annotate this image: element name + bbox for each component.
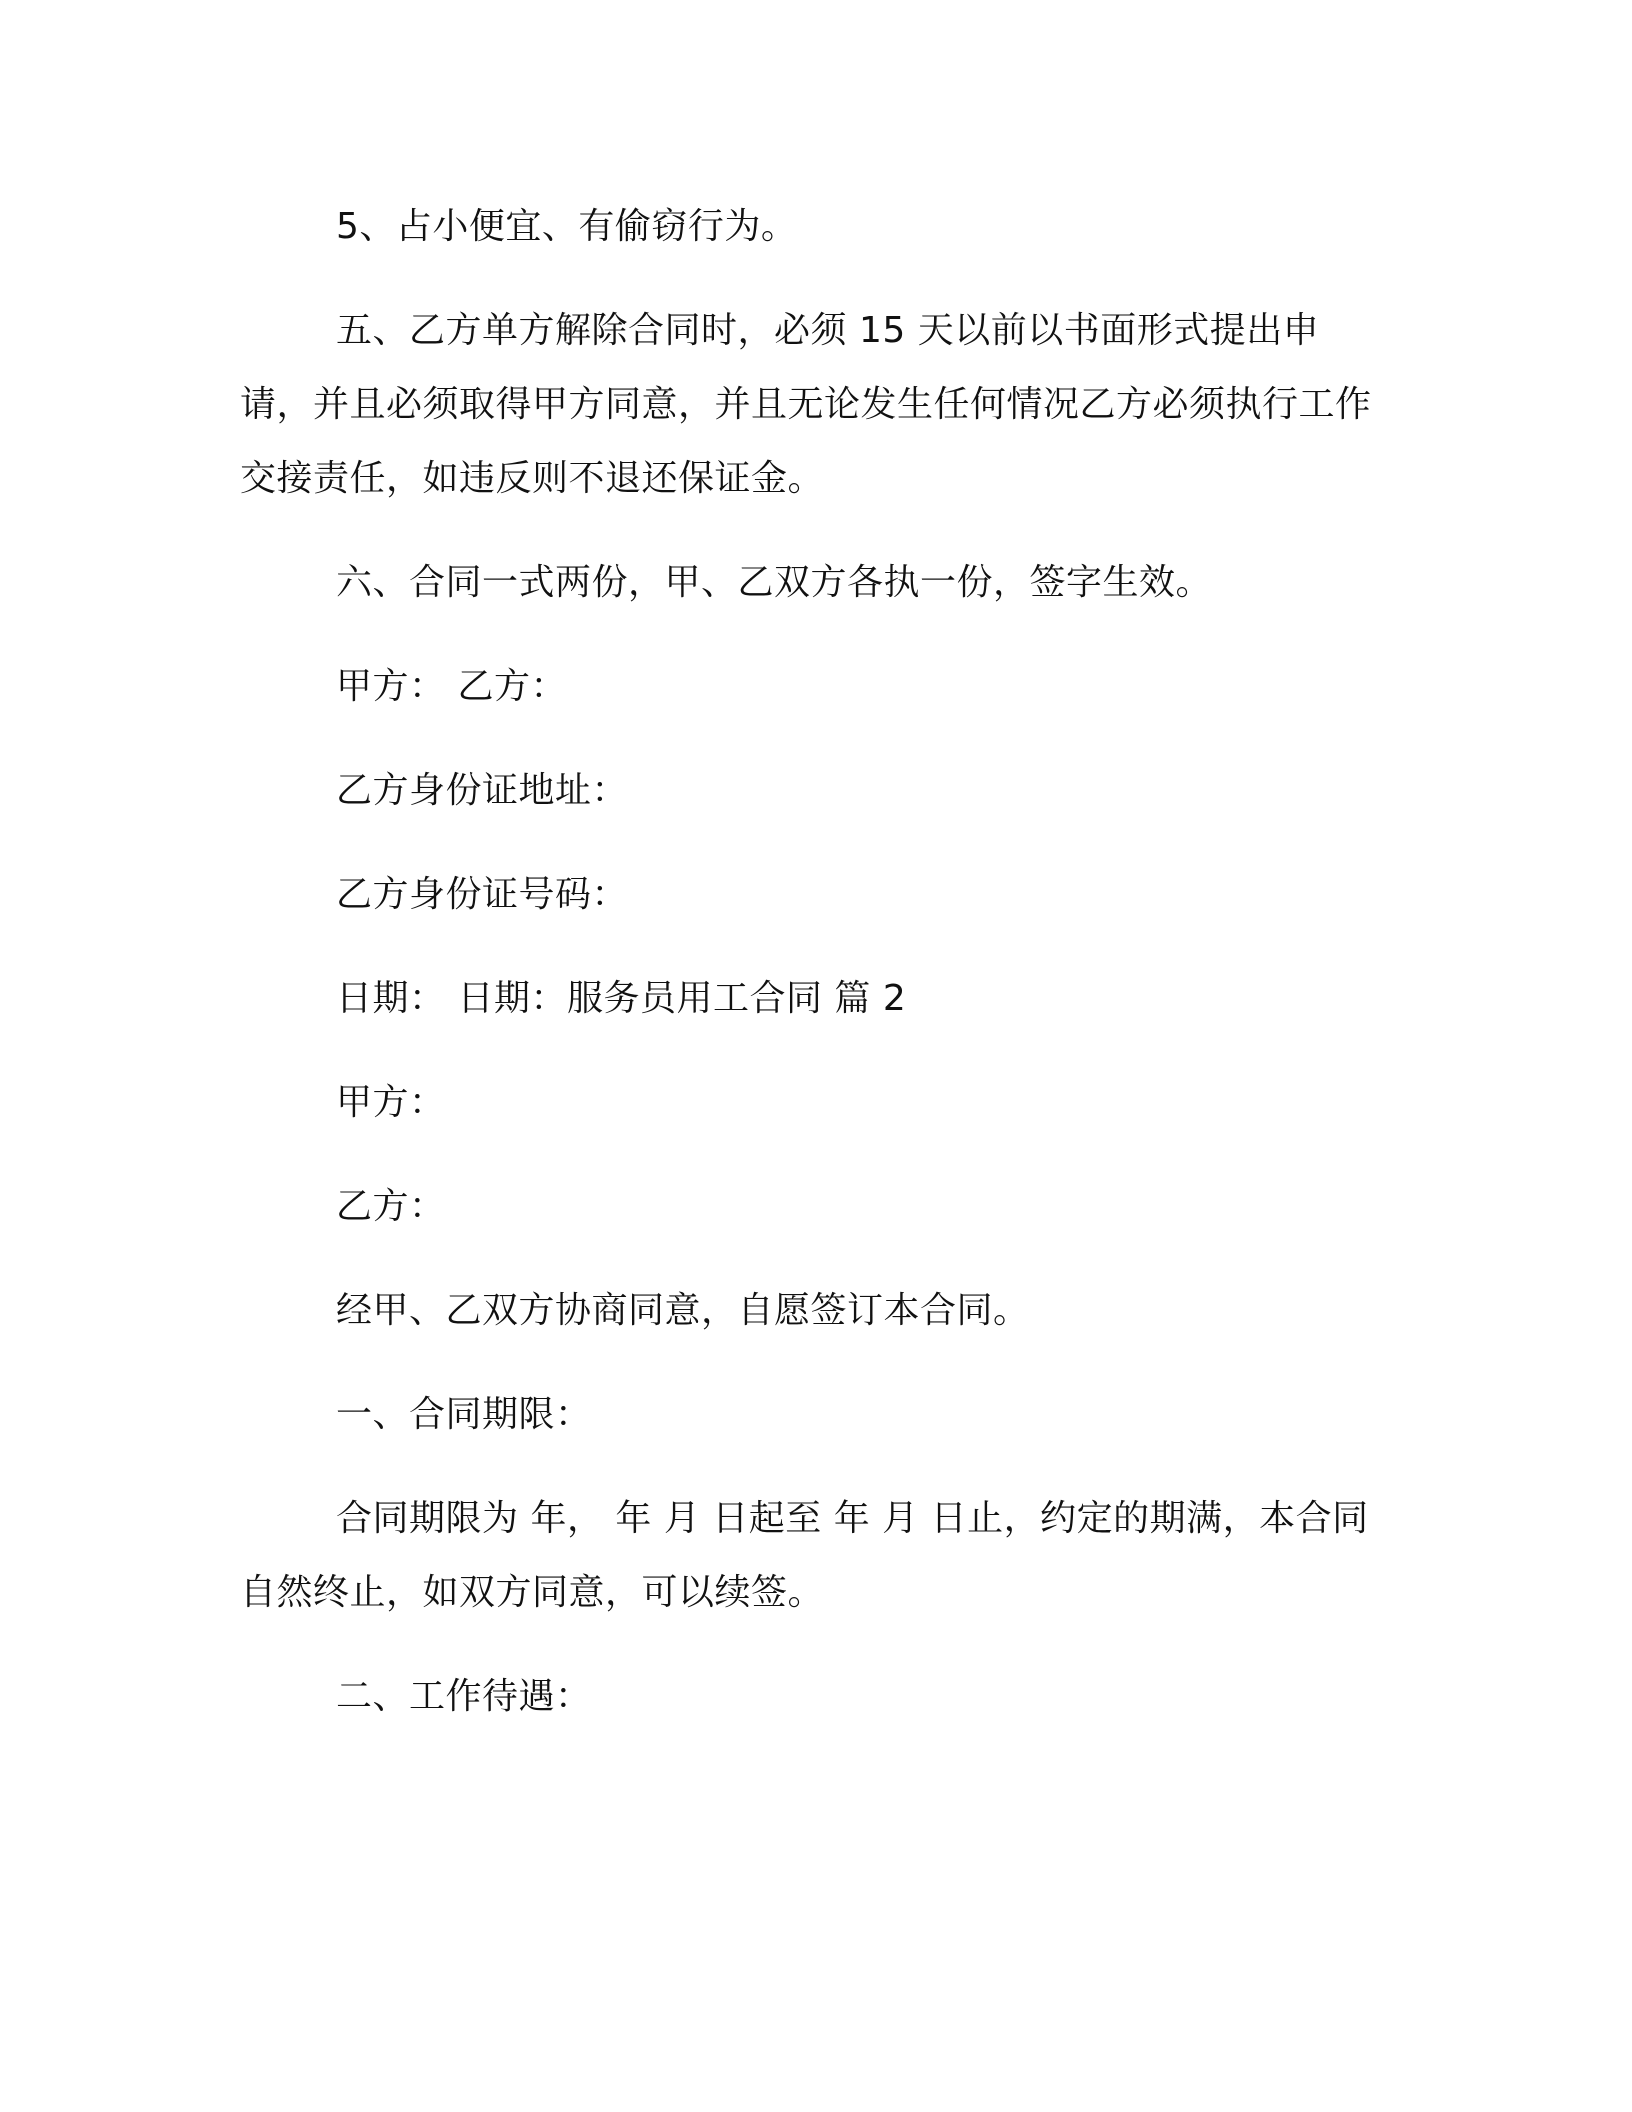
id-address-label: 乙方身份证地址： — [336, 770, 629, 811]
paragraph-clause-five: 五、乙方单方解除合同时，必须 15 天以前以书面形式提出申请，并且必须取得甲方同意，并且无论发生任何情况乙方必须执行工作交接责任，如违反则不退还保证金。 — [240, 310, 1372, 499]
document-body — [240, 190, 1390, 1764]
paragraph-clause-six: 六、合同一式两份，甲、乙双方各执一份，签字生效。 — [336, 562, 1213, 603]
party-b-label: 乙方： — [336, 1186, 446, 1227]
id-number-label: 乙方身份证号码： — [336, 874, 629, 915]
section-heading-compensation: 二、工作待遇： — [336, 1676, 592, 1717]
party-a-label: 甲方： — [336, 1082, 446, 1123]
signature-party-labels: 甲方： 乙方： — [336, 666, 567, 707]
term-paragraph: 合同期限为 年， 年 月 日起至 年 月 日止，约定的期满，本合同自然终止，如双方同意，可以续签。 — [240, 1498, 1369, 1613]
date-labels-and-title: 日期： 日期：服务员用工合同 篇 2 — [336, 978, 907, 1019]
agreement-intro: 经甲、乙双方协商同意，自愿签订本合同。 — [336, 1290, 1030, 1331]
paragraph-item-5: 5、占小便宜、有偷窃行为。 — [336, 206, 798, 247]
section-heading-term: 一、合同期限： — [336, 1394, 592, 1435]
